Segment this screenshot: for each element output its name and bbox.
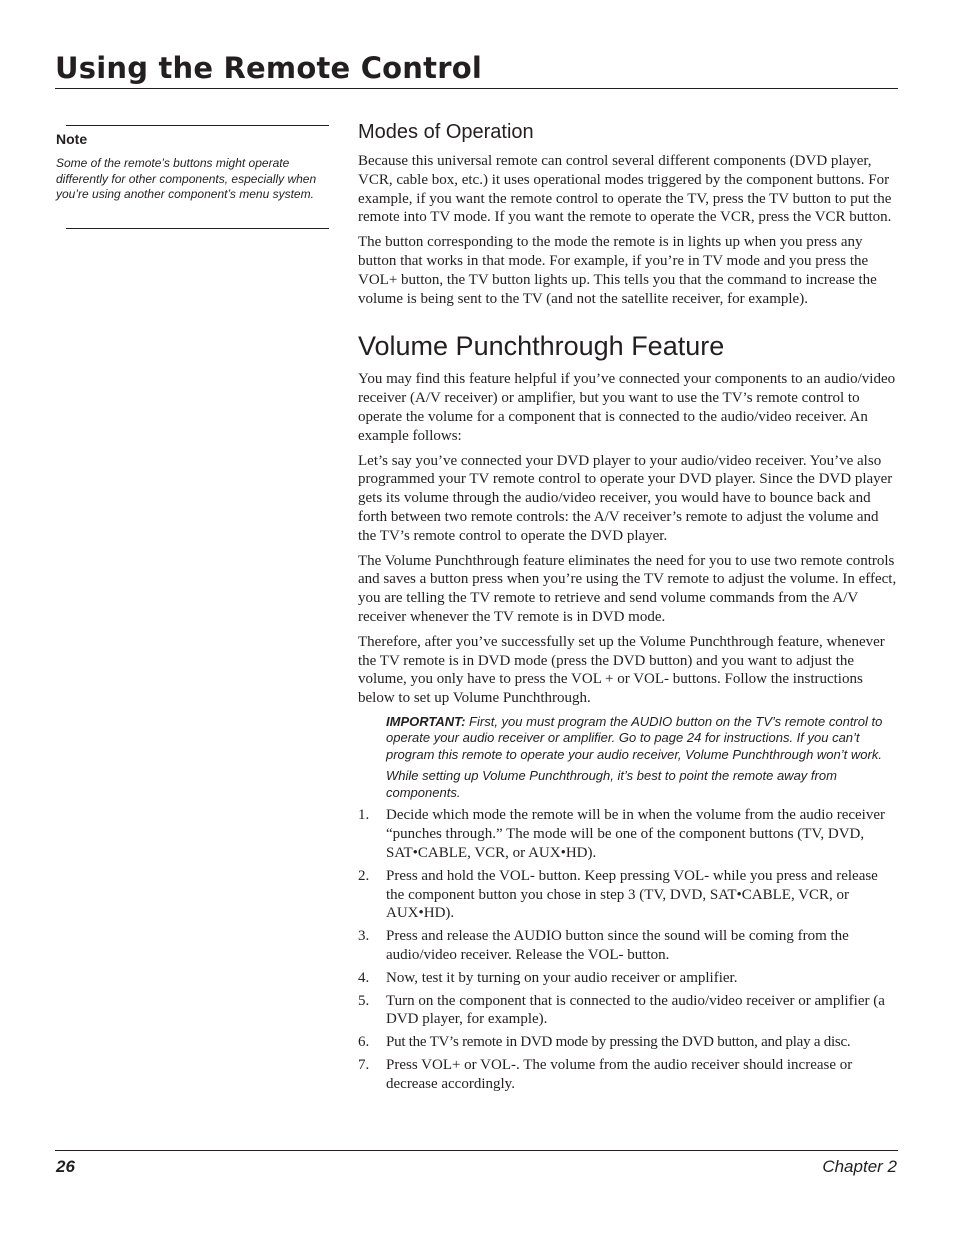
- step-text: Press VOL+ or VOL-. The volume from the audio receiver should increase or decrease accordingly.: [386, 1056, 853, 1092]
- modes-paragraph: Because this universal remote can control several different components (DVD player, VCR, cable box, etc.) it uses operational modes triggered by the component buttons. For example, if you want the remote control to operate the TV, press the TV button to put the remote into TV mode. If you want the remote to operate the VCR, press the VCR button.: [358, 153, 892, 226]
- modes-heading: Modes of Operation: [358, 121, 534, 143]
- list-item: [358, 969, 898, 988]
- volume-paragraph: Let’s say you’ve connected your DVD player to your audio/video receiver. You’ve also programmed your TV remote control to operate your DVD player. Since the DVD player gets its volume through the audio/video receiver, you would have to bounce back and forth between two remote controls: the A/V receiver’s remote to adjust the volume and the TV’s remote control to operate the DVD player.: [358, 452, 893, 544]
- list-item: [358, 992, 898, 1030]
- step-text: Decide which mode the remote will be in when the volume from the audio receiver “punches through.” The mode will be one of the component buttons (TV, DVD, SAT•CABLE, VCR, or AUX•HD).: [386, 807, 885, 862]
- note-text: Some of the remote’s buttons might operate differently for other components, especially when you’re using another component’s menu system.: [56, 156, 317, 201]
- step-number: 5.: [358, 992, 370, 1009]
- footer-rule: [55, 1150, 898, 1151]
- volume-paragraph: The Volume Punchthrough feature eliminates the need for you to use two remote controls and saves a button press when you’re using the TV remote to adjust the volume. In effect, you are telling the TV remote to retrieve and send volume commands from the A/V receiver whenever the TV remote is in DVD mode.: [358, 552, 897, 625]
- modes-paragraph: The button corresponding to the mode the remote is in lights up when you press any button that works in that mode. For example, if you’re in TV mode and you press the VOL+ button, the TV button lights up. This tells you that the command to increase the volume is being sent to the TV (and not the satellite receiver, for example).: [358, 234, 877, 307]
- step-number: 1.: [358, 807, 370, 824]
- list-item: [358, 867, 898, 923]
- step-number: 7.: [358, 1056, 370, 1073]
- important-label: IMPORTANT:: [386, 713, 466, 729]
- step-text: Turn on the component that is connected to the audio/video receiver or amplifier (a DVD player, for example).: [386, 992, 885, 1028]
- volume-heading: Volume Punchthrough Feature: [358, 331, 725, 362]
- tip-note: While setting up Volume Punchthrough, it’s best to point the remote away from components.: [386, 768, 837, 800]
- step-text: Now, test it by turning on your audio receiver or amplifier.: [386, 969, 738, 986]
- volume-paragraph: Therefore, after you’ve successfully set up the Volume Punchthrough feature, whenever the TV remote is in DVD mode (press the DVD button) and you want to adjust the volume, you only have to press the VOL + or VOL- buttons. Follow the instructions below to set up Volume Punchthrough.: [358, 633, 885, 707]
- step-number: 6.: [358, 1034, 370, 1051]
- page-number: 26: [56, 1157, 75, 1176]
- chapter-label: Chapter 2: [822, 1157, 897, 1176]
- important-note: [386, 714, 898, 764]
- step-text: Press and release the AUDIO button since the sound will be coming from the audio/video receiver. Release the VOL- button.: [386, 928, 849, 963]
- title-rule: [55, 88, 898, 89]
- step-number: 4.: [358, 969, 370, 986]
- list-item: [358, 806, 898, 862]
- list-item: [358, 927, 898, 965]
- steps-list: [358, 806, 898, 1093]
- important-text: First, you must program the AUDIO button on the TV’s remote control to operate your audio receiver or amplifier. Go to page 24 for instructions. If you can’t program this remote to operate your audio receiver, Volume Punchthrough won’t work.: [386, 713, 883, 762]
- step-number: 3.: [358, 928, 370, 945]
- list-item: [358, 1056, 898, 1094]
- note-rule-top: [66, 125, 329, 126]
- main-content: [358, 118, 898, 1098]
- note-rule-bottom: [66, 228, 329, 229]
- page-title: Using the Remote Control: [55, 51, 482, 85]
- step-text: Press and hold the VOL- button. Keep pressing VOL- while you press and release the component button you chose in step 3 (TV, DVD, SAT•CABLE, VCR, or AUX•HD).: [386, 867, 878, 922]
- list-item: [358, 1033, 898, 1052]
- note-label: Note: [56, 131, 88, 147]
- step-number: 2.: [358, 867, 370, 884]
- volume-paragraph: You may find this feature helpful if you’ve connected your components to an audio/video receiver (A/V receiver) or amplifier, but you want to use the TV’s remote control to operate the volume for a component that is connected to the audio/video receiver. An example follows:: [358, 371, 896, 444]
- step-text: Put the TV’s remote in DVD mode by pressing the DVD button, and play a disc.: [386, 1034, 851, 1051]
